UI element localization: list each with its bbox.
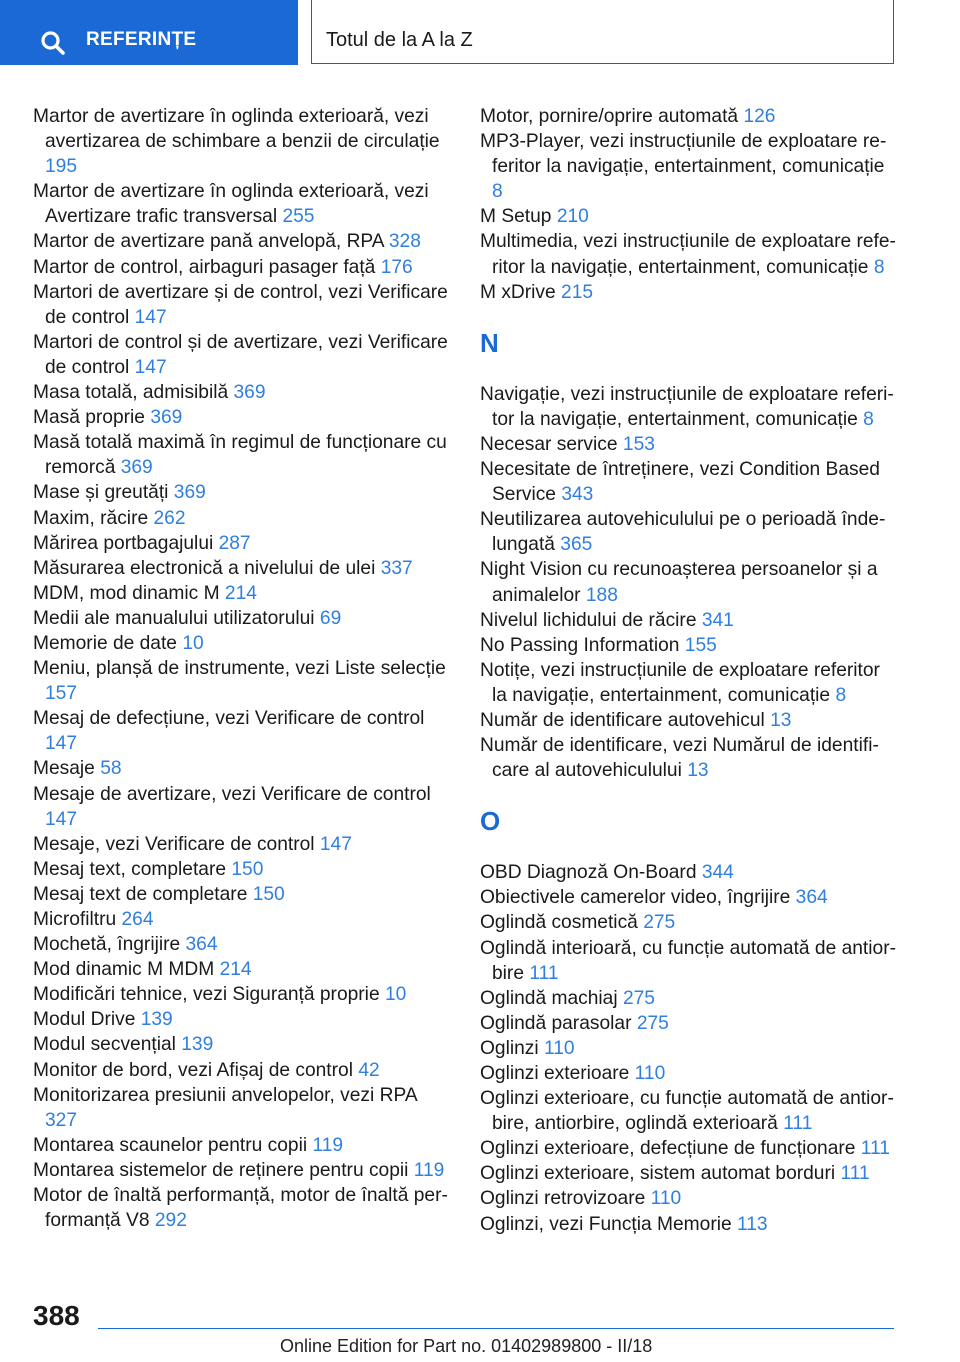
page-reference-link[interactable]: 111 — [840, 1163, 870, 1185]
index-entry — [33, 606, 448, 631]
index-entry — [480, 557, 900, 607]
index-entry — [480, 936, 900, 986]
index-entry — [33, 1158, 448, 1183]
page-number: 388 — [33, 1300, 80, 1331]
index-entry — [33, 656, 448, 706]
index-entry-text: Night Vision cu recunoașterea persoanelor și a animalelor — [480, 559, 878, 606]
search-icon — [40, 30, 66, 56]
page-reference-link[interactable]: 110 — [650, 1188, 682, 1210]
page-reference-link[interactable]: 214 — [219, 959, 252, 981]
index-entry — [33, 882, 448, 907]
index-entry-text: Masă totală maximă în regimul de funcționare cu remorcă — [33, 432, 447, 479]
index-group-n — [480, 382, 900, 784]
index-entry — [33, 255, 448, 280]
index-entry — [33, 1083, 448, 1133]
index-entry-text: No Passing Information — [480, 634, 680, 656]
index-entry — [33, 857, 448, 882]
index-entry — [480, 860, 900, 885]
page-reference-link[interactable]: 111 — [529, 962, 559, 984]
page-reference-link[interactable]: 343 — [561, 484, 594, 506]
index-entry — [33, 907, 448, 932]
page-reference-link[interactable]: 119 — [312, 1134, 344, 1156]
index-entry-text: Medii ale manualului utilizatorului — [33, 607, 315, 629]
section-letter-n: N — [480, 327, 499, 358]
page-reference-link[interactable]: 110 — [544, 1037, 575, 1059]
index-entry-text: Oglindă parasolar — [480, 1012, 632, 1034]
index-entry-text: Oglinzi exterioare — [480, 1063, 630, 1084]
index-entry — [480, 507, 900, 557]
page-reference-link[interactable]: 69 — [319, 607, 342, 629]
index-entry — [480, 708, 900, 733]
page-reference-link[interactable]: 13 — [770, 709, 792, 731]
index-entry — [480, 1086, 900, 1136]
index-entry — [33, 932, 448, 957]
index-entry — [33, 631, 448, 656]
page-reference-link[interactable]: 214 — [224, 582, 257, 604]
index-entry-text: Monitorizarea presiunii anvelopelor, vezi RPA — [33, 1084, 417, 1106]
index-entry-text: Mochetă, îngrijire — [33, 934, 181, 956]
index-entry-text: Necesar service — [480, 433, 618, 455]
index-entry-text: Notițe, vezi instrucțiunile de exploatare referitor la navigație, entertainment, comunicație — [480, 659, 880, 706]
index-entry-text: Număr de identificare autovehicul — [480, 709, 765, 731]
index-entry-text: MP3-Player, vezi instrucțiunile de exploatare referitor la navigație, entertainment, comunicație — [480, 131, 887, 178]
page-reference-link[interactable]: 328 — [388, 231, 421, 253]
index-entry — [33, 405, 448, 430]
page-reference-link[interactable]: 139 — [140, 1009, 173, 1031]
index-entry-text: Motor, pornire/oprire automată — [480, 106, 739, 127]
index-entry — [480, 633, 900, 658]
index-entry-text: Mesaj de defecțiune, vezi Verificare de control — [33, 708, 425, 730]
index-entry-text: Meniu, planșă de instrumente, vezi Liste selecție — [33, 658, 446, 680]
index-entry — [480, 1011, 900, 1036]
page-reference-link[interactable]: 195 — [45, 156, 78, 178]
page-reference-link[interactable]: 369 — [173, 482, 206, 504]
page-reference-link[interactable]: 119 — [413, 1159, 445, 1181]
index-entry-text: Mod dinamic M MDM — [33, 959, 215, 981]
index-entry — [480, 1186, 900, 1211]
index-entry — [33, 280, 448, 330]
index-entry — [480, 1061, 900, 1086]
page-reference-link[interactable]: 110 — [634, 1063, 666, 1084]
index-entry-text: Număr de identificare, vezi Numărul de identificare al autovehiculului — [480, 735, 879, 782]
page-reference-link[interactable]: 10 — [384, 984, 407, 1006]
index-entry-text: Modul secvențial — [33, 1034, 176, 1056]
page-reference-link[interactable]: 8 — [873, 256, 885, 278]
index-entry-text: Martor de avertizare în oglinda exterioară, vezi Avertizare trafic transversal — [33, 181, 429, 228]
page-reference-link[interactable]: 255 — [282, 206, 315, 228]
page-reference-link[interactable]: 264 — [121, 909, 154, 930]
index-entry — [480, 1161, 900, 1186]
page-reference-link[interactable]: 147 — [134, 356, 167, 378]
index-entry-text: Martori de avertizare și de control, vezi Verificare de control — [33, 281, 448, 328]
index-entry — [33, 706, 448, 756]
page-reference-link[interactable]: 275 — [636, 1012, 669, 1034]
tab-references[interactable] — [0, 0, 298, 65]
page-reference-link[interactable]: 369 — [150, 407, 183, 429]
page-reference-link[interactable]: 153 — [622, 433, 655, 455]
page-reference-link[interactable]: 275 — [643, 912, 676, 934]
index-entry — [33, 982, 448, 1007]
index-entry-text: Modificări tehnice, vezi Siguranță proprie — [33, 984, 380, 1006]
index-entry-text: Motor de înaltă performanță, motor de înaltă performanță V8 — [33, 1185, 448, 1232]
index-entry — [33, 832, 448, 857]
index-entry-text: Mesaj text, completare — [33, 858, 227, 880]
index-entry — [33, 782, 448, 832]
index-entry — [33, 1058, 448, 1083]
index-entry-text: Navigație, vezi instrucțiunile de exploatare referitor la navigație, entertainment, comunicație — [480, 383, 894, 430]
index-entry — [480, 986, 900, 1011]
index-entry — [33, 756, 448, 781]
index-entry — [480, 280, 900, 305]
page-reference-link[interactable]: 262 — [153, 507, 186, 529]
page-reference-link[interactable]: 344 — [701, 862, 734, 884]
page-reference-link[interactable]: 275 — [622, 987, 655, 1009]
index-entry-text: Oglinzi — [480, 1037, 539, 1059]
index-entry — [33, 1183, 448, 1233]
page-reference-link[interactable]: 287 — [218, 532, 251, 554]
page-reference-link[interactable]: 150 — [231, 858, 264, 880]
page-reference-link[interactable]: 111 — [860, 1138, 890, 1160]
index-entry — [480, 608, 900, 633]
index-entry-text: Neutilizarea autovehiculului pe o perioadă îndelungată — [480, 509, 886, 556]
index-entry — [480, 204, 900, 229]
index-entry — [33, 581, 448, 606]
page-reference-link[interactable]: 365 — [560, 534, 593, 556]
page-header — [0, 0, 960, 66]
page-reference-link[interactable]: 150 — [252, 883, 285, 905]
index-entry — [33, 1133, 448, 1158]
index-entry-text: Măsurarea electronică a nivelului de ulei — [33, 557, 376, 579]
index-entry-text: Oglindă interioară, cu funcție automată de antiorbire — [480, 937, 896, 984]
tab-a-to-z[interactable] — [311, 0, 894, 64]
index-entry — [33, 531, 448, 556]
index-entry-text: Mase și greutăți — [33, 482, 169, 504]
index-entry — [33, 104, 448, 179]
index-entry — [33, 480, 448, 505]
page-reference-link[interactable]: 113 — [737, 1213, 768, 1235]
index-entry — [480, 104, 900, 129]
index-entry-text: MDM, mod dinamic M — [33, 582, 220, 604]
index-entry — [480, 1212, 900, 1237]
index-entry — [33, 957, 448, 982]
page-reference-link[interactable]: 210 — [556, 206, 589, 228]
index-entry — [33, 506, 448, 531]
index-entry — [33, 1032, 448, 1057]
index-group-m — [480, 104, 900, 305]
index-entry — [480, 885, 900, 910]
page-reference-link[interactable]: 8 — [492, 181, 503, 203]
index-entry-text: Multimedia, vezi instrucțiunile de exploatare referitor la navigație, entertainment, comunicație — [480, 231, 896, 278]
page-reference-link[interactable]: 10 — [182, 632, 204, 654]
page-reference-link[interactable]: 341 — [701, 609, 734, 631]
index-entry — [480, 733, 900, 783]
index-entry-text: Oglinzi exterioare, cu funcție automată de antiorbire, antiorbire, oglindă exterioară — [480, 1088, 894, 1135]
index-entry — [480, 457, 900, 507]
index-entry-text: Oglinzi exterioare, sistem automat borduri — [480, 1163, 836, 1185]
index-entry — [480, 432, 900, 457]
index-entry — [33, 556, 448, 581]
index-entry-text: M Setup — [480, 206, 552, 228]
page-reference-link[interactable]: 58 — [100, 758, 122, 780]
page-reference-link[interactable]: 188 — [585, 584, 618, 606]
index-entry — [33, 179, 448, 229]
section-letter-o: O — [480, 806, 501, 837]
page-reference-link[interactable]: 215 — [561, 281, 594, 303]
index-entry — [33, 330, 448, 380]
index-entry-text: Maxim, răcire — [33, 507, 149, 529]
page-reference-link[interactable]: 8 — [863, 408, 874, 430]
page-reference-link[interactable]: 147 — [319, 833, 352, 855]
index-entry-text: Memorie de date — [33, 632, 177, 654]
page-reference-link[interactable]: 364 — [185, 934, 218, 956]
page-reference-link[interactable]: 13 — [687, 760, 709, 782]
index-entry-text: Mesaje — [33, 758, 95, 780]
index-entry — [480, 129, 900, 204]
page-reference-link[interactable]: 369 — [120, 457, 153, 479]
index-entry-text: Martor de avertizare în oglinda exterioară, vezi avertizarea de schimbare a benzii de circulație — [33, 106, 440, 153]
tab-a-to-z-label: Totul de la A la Z — [326, 29, 473, 51]
edition-note: Online Edition for Part no. 01402989800 - II/18 — [280, 1336, 653, 1356]
index-entry — [480, 229, 900, 279]
tab-references-label: REFERINȚE — [86, 29, 197, 50]
index-entry-text: Mărirea portbagajului — [33, 532, 214, 554]
index-entry — [33, 1007, 448, 1032]
index-entry — [33, 380, 448, 405]
index-entry-text: Mesaj text de completare — [33, 883, 248, 905]
index-entry — [33, 229, 448, 254]
index-entry-text: Oglinzi exterioare, defecțiune de funcționare — [480, 1138, 856, 1160]
index-entry-text: Necesitate de întreținere, vezi Condition Based Service — [480, 459, 880, 506]
index-entry-text: Obiectivele camerelor video, îngrijire — [480, 887, 791, 909]
index-entry — [480, 658, 900, 708]
page-reference-link[interactable]: 292 — [154, 1210, 187, 1232]
index-entry-text: Oglinzi, vezi Funcția Memorie — [480, 1213, 732, 1235]
index-entry-text: OBD Diagnoză On-Board — [480, 862, 697, 884]
index-group-o — [480, 860, 900, 1236]
index-entry — [480, 910, 900, 935]
index-entry-text: Masă proprie — [33, 407, 145, 429]
page-reference-link[interactable]: 176 — [380, 256, 413, 278]
index-entry-text: Oglindă machiaj — [480, 987, 618, 1009]
index-entry-text: Microfiltru — [33, 909, 117, 930]
index-entry-text: Martor de avertizare pană anvelopă, RPA — [33, 231, 384, 253]
page-reference-link[interactable]: 147 — [134, 306, 167, 328]
index-entry-text: Nivelul lichidului de răcire — [480, 609, 697, 631]
page-reference-link[interactable]: 8 — [835, 684, 847, 706]
index-entry-text: Monitor de bord, vezi Afișaj de control — [33, 1059, 353, 1081]
page-reference-link[interactable]: 364 — [795, 887, 828, 909]
index-entry-text: Montarea scaunelor pentru copii — [33, 1134, 308, 1156]
page-reference-link[interactable]: 147 — [45, 733, 78, 755]
index-column-left — [33, 104, 448, 1233]
page-reference-link[interactable]: 157 — [45, 683, 78, 705]
index-entry-text: Martori de control și de avertizare, vezi Verificare de control — [33, 331, 448, 378]
index-entry — [480, 1036, 900, 1061]
page-reference-link[interactable]: 111 — [783, 1113, 813, 1135]
index-entry-text: Mesaje de avertizare, vezi Verificare de control — [33, 783, 431, 805]
page-reference-link[interactable]: 42 — [358, 1059, 380, 1081]
index-entry — [33, 430, 448, 480]
page-reference-link[interactable]: 147 — [45, 808, 78, 830]
index-entry-text: Mesaje, vezi Verificare de control — [33, 833, 315, 855]
index-entry-text: Modul Drive — [33, 1009, 136, 1031]
page-reference-link[interactable]: 126 — [743, 106, 776, 127]
index-column-right — [480, 104, 900, 1237]
index-entry-text: M xDrive — [480, 281, 556, 303]
page-reference-link[interactable]: 337 — [380, 557, 413, 579]
index-entry — [480, 1136, 900, 1161]
page-reference-link[interactable]: 369 — [233, 382, 266, 404]
index-entry-text: Montarea sistemelor de reținere pentru copii — [33, 1159, 409, 1181]
index-entry-text: Martor de control, airbaguri pasager față — [33, 256, 376, 278]
index-entry-text: Oglinzi retrovizoare — [480, 1188, 646, 1210]
footer-divider — [98, 1328, 894, 1329]
index-entry — [480, 382, 900, 432]
page-reference-link[interactable]: 139 — [181, 1034, 214, 1056]
index-entry-text: Masa totală, admisibilă — [33, 382, 229, 404]
page-reference-link[interactable]: 155 — [684, 634, 717, 656]
page-reference-link[interactable]: 327 — [45, 1109, 78, 1131]
index-entry-text: Oglindă cosmetică — [480, 912, 638, 934]
